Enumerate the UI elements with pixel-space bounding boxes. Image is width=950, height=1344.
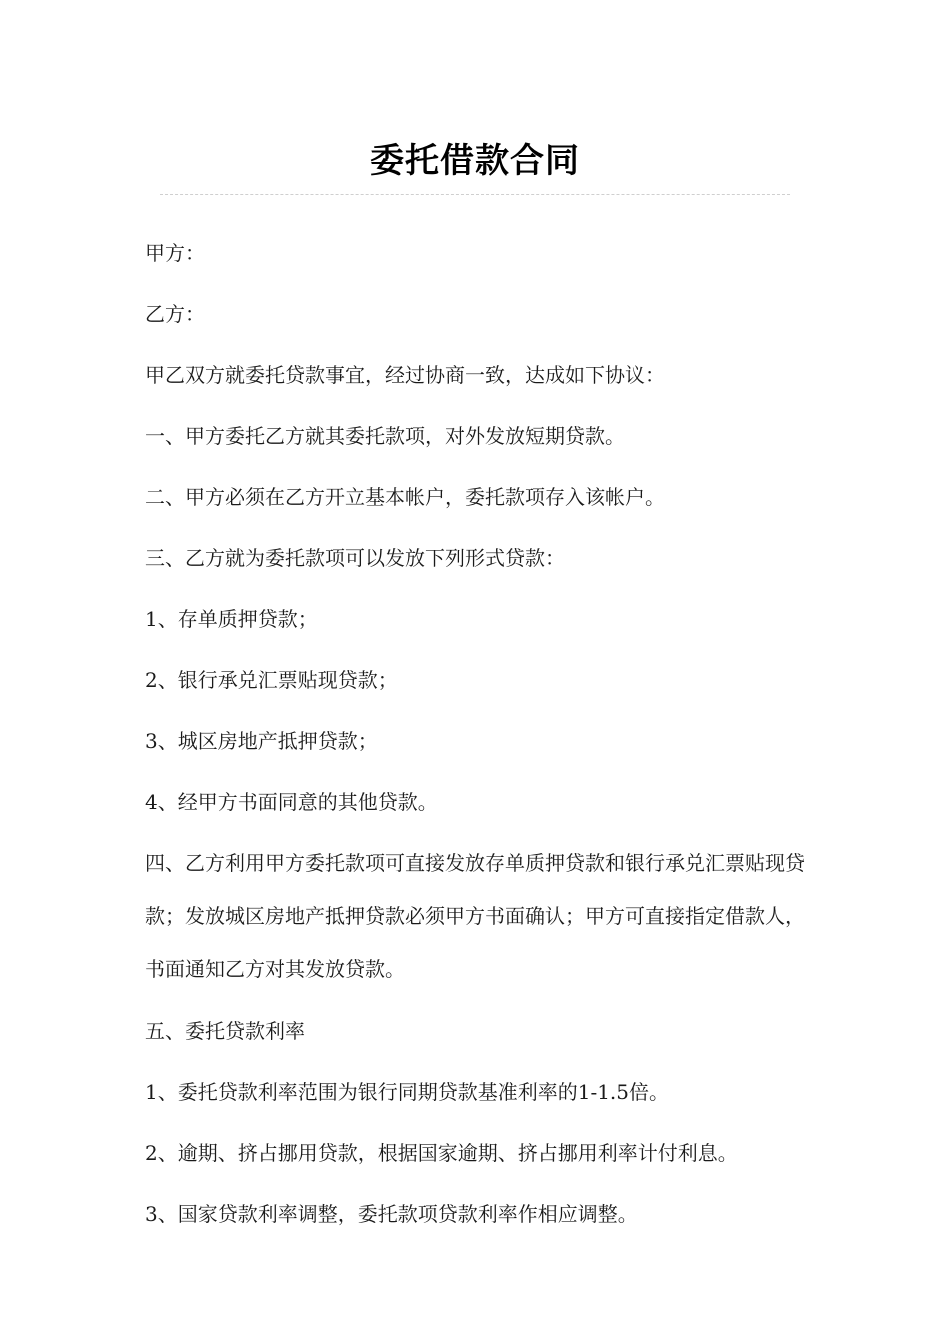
clause-3: 三、乙方就为委托款项可以发放下列形式贷款： — [145, 546, 565, 570]
party-b-line: 乙方： — [145, 302, 205, 326]
clause-5-item-2: 2、逾期、挤占挪用贷款，根据国家逾期、挤占挪用利率计付利息。 — [145, 1141, 738, 1165]
clause-3-item-1: 1、存单质押贷款； — [145, 607, 318, 631]
clause-3-item-3: 3、城区房地产抵押贷款； — [145, 729, 378, 753]
clause-1: 一、甲方委托乙方就其委托款项，对外发放短期贷款。 — [145, 424, 625, 448]
document-body — [145, 240, 810, 1262]
clause-4: 四、乙方利用甲方委托款项可直接发放存单质押贷款和银行承兑汇票贴现贷款；发放城区房地产抵押贷款必须甲方书面确认；甲方可直接指定借款人，书面通知乙方对其发放贷款。 — [145, 851, 805, 981]
clause-5-item-3: 3、国家贷款利率调整，委托款项贷款利率作相应调整。 — [145, 1202, 638, 1226]
clause-3-item-2: 2、银行承兑汇票贴现贷款； — [145, 668, 398, 692]
clause-3-item-4: 4、经甲方书面同意的其他贷款。 — [145, 790, 438, 814]
document-title: 委托借款合同 — [370, 141, 580, 181]
party-a-line: 甲方： — [145, 241, 205, 265]
clause-5: 五、委托贷款利率 — [145, 1019, 305, 1043]
preamble-paragraph: 甲乙双方就委托贷款事宜，经过协商一致，达成如下协议： — [145, 363, 665, 387]
title-divider — [160, 194, 790, 195]
clause-5-item-1: 1、委托贷款利率范围为银行同期贷款基准利率的1-1.5倍。 — [145, 1080, 670, 1104]
clause-2: 二、甲方必须在乙方开立基本帐户，委托款项存入该帐户。 — [145, 485, 665, 509]
